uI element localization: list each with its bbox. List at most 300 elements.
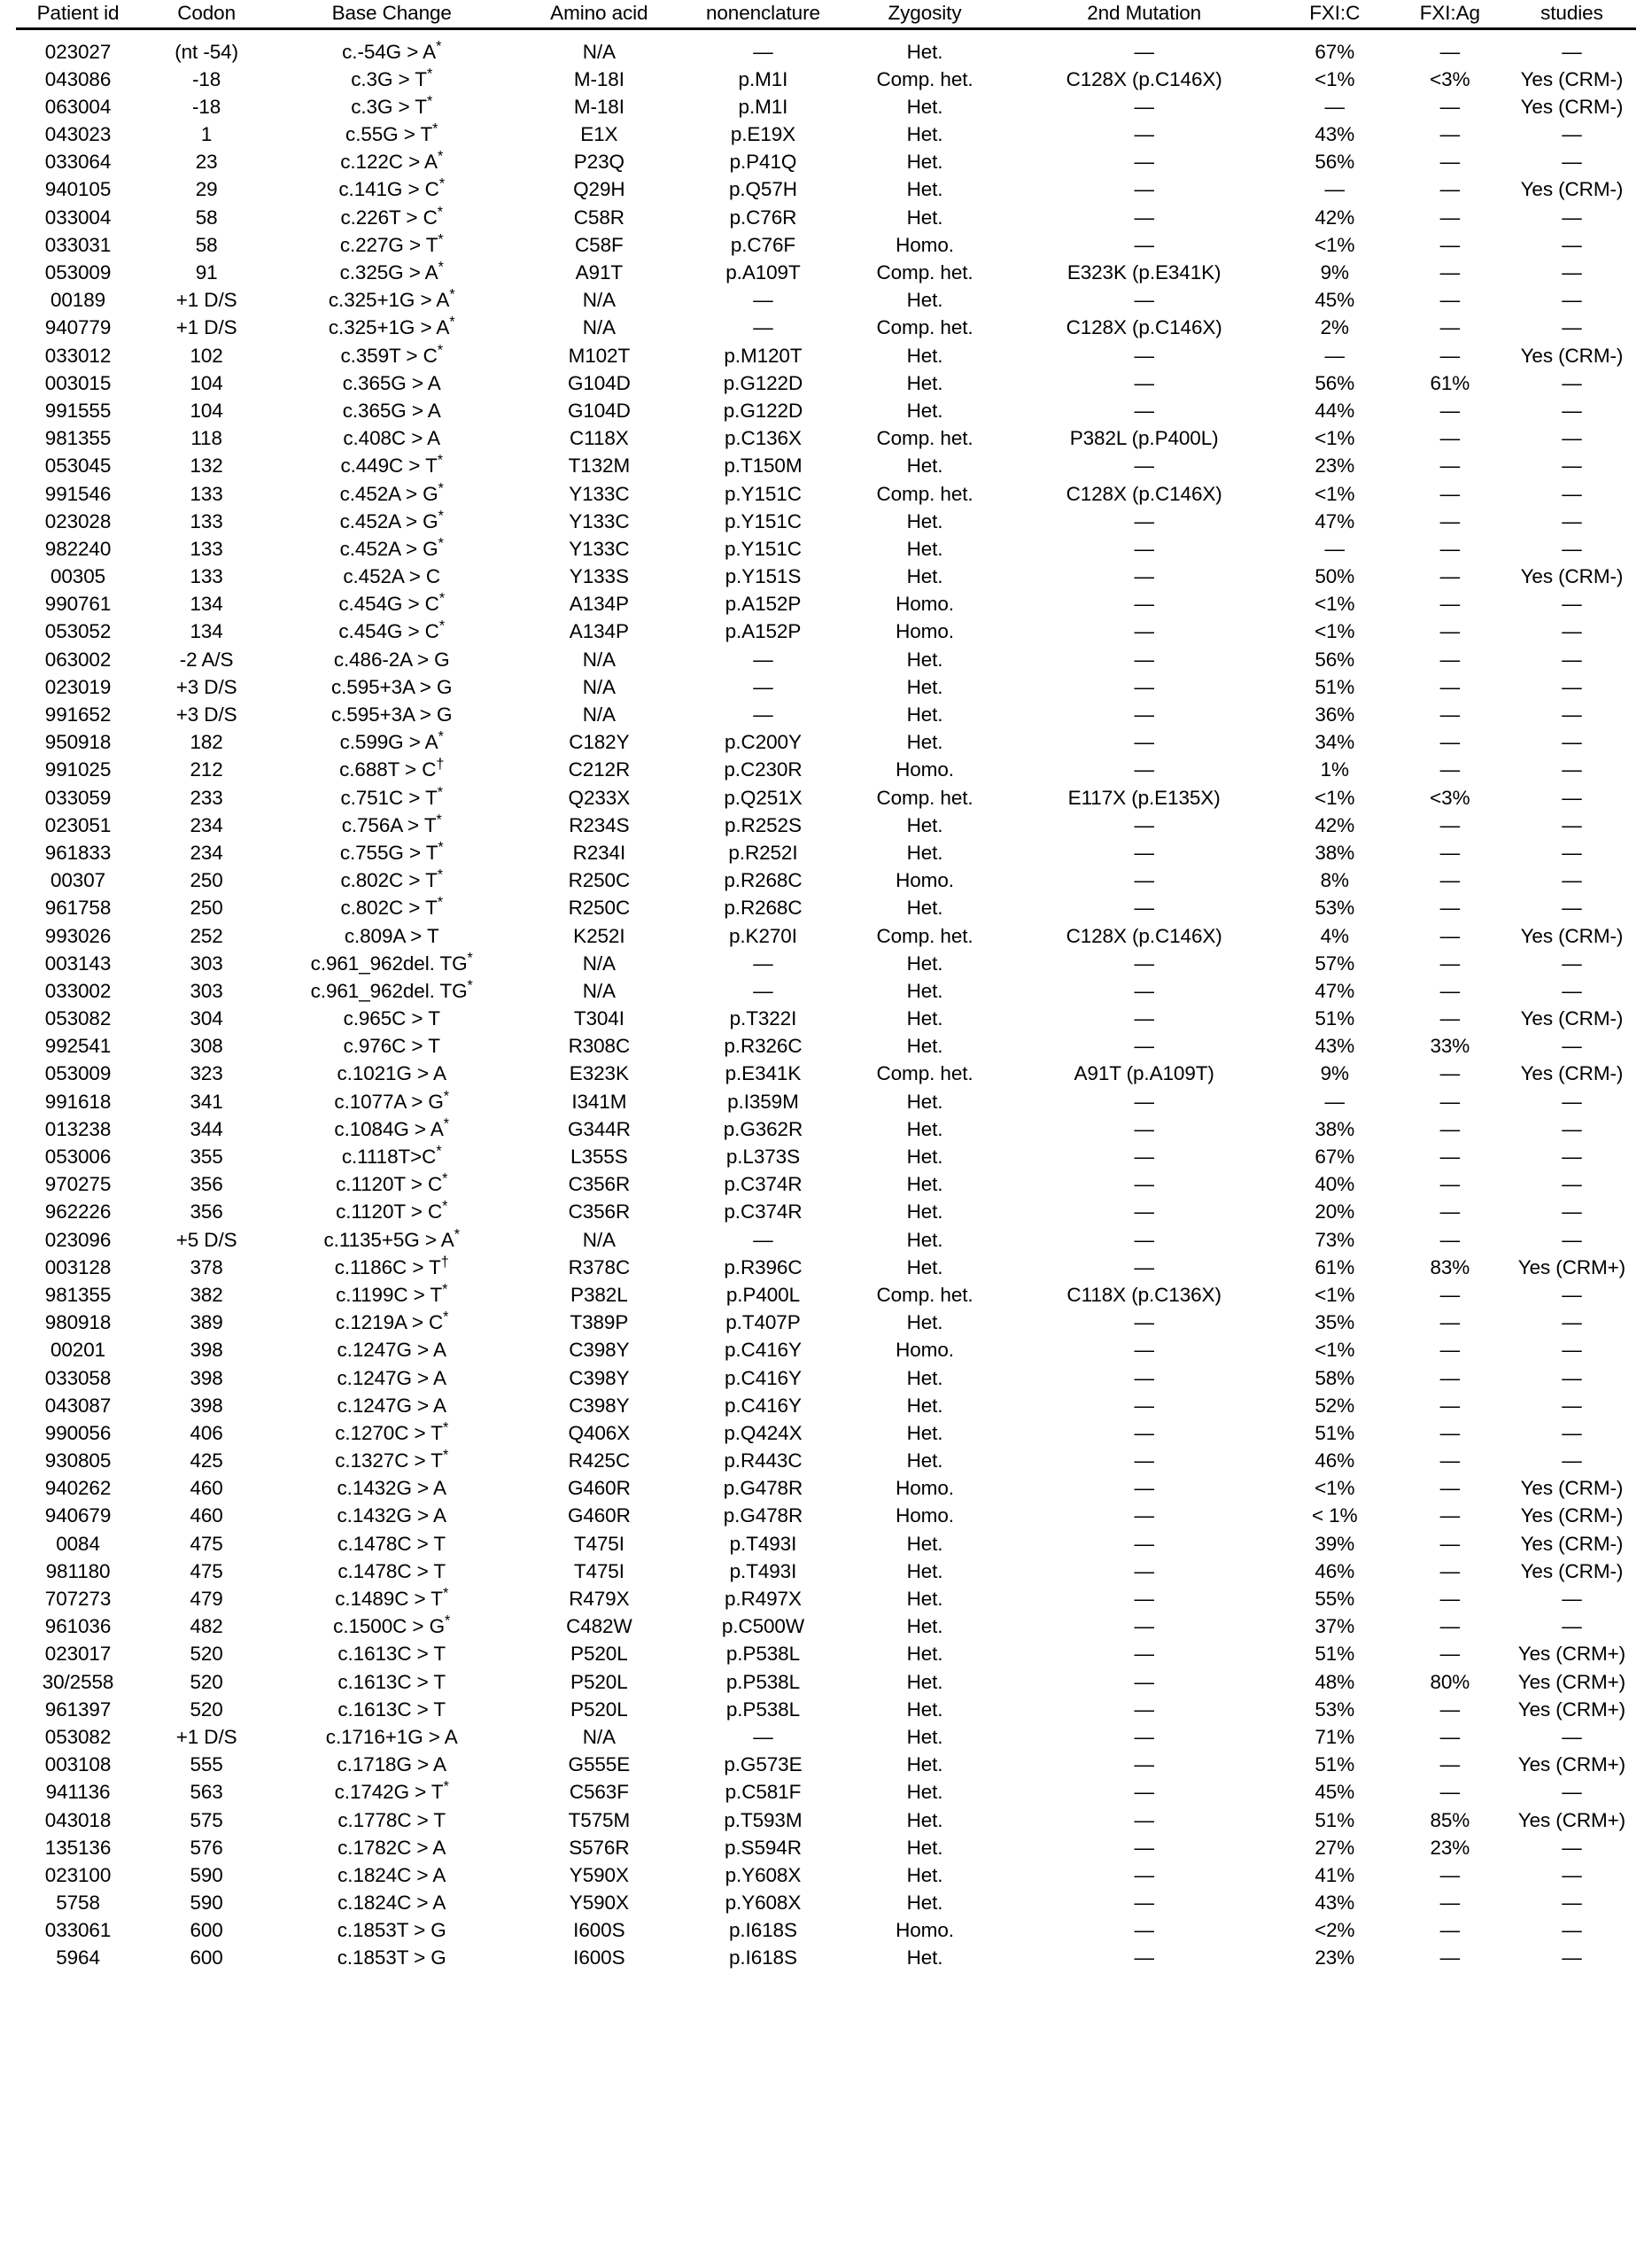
- cell-studies: —: [1562, 427, 1582, 450]
- cell-zygosity: Comp. het.: [876, 316, 973, 339]
- cell-studies: —: [1562, 703, 1582, 726]
- cell-codon: 344: [190, 1117, 223, 1140]
- cell-base_change: c.1613C > T: [337, 1643, 446, 1666]
- cell-studies: —: [1562, 897, 1582, 920]
- table-row: [16, 425, 1636, 453]
- cell-patient_id: 941136: [45, 1781, 111, 1804]
- cell-fxi_c: 56%: [1315, 648, 1355, 671]
- cell-codon: 555: [190, 1753, 223, 1776]
- footnote-marker: *: [438, 618, 446, 634]
- cell-base_change: c.1432G > A: [337, 1504, 446, 1527]
- cell-amino_acid: A134P: [569, 593, 629, 616]
- cell-fxi_ag: —: [1439, 261, 1461, 284]
- cell-second_mutation: C128X (p.C146X): [1066, 316, 1222, 339]
- table-row: [16, 1060, 1636, 1088]
- cell-zygosity: Het.: [906, 40, 943, 63]
- cell-second_mutation: —: [1134, 537, 1154, 560]
- cell-codon: 406: [190, 1421, 223, 1444]
- column-header-base-change: Base Change: [273, 0, 510, 29]
- cell-studies: —: [1562, 1035, 1582, 1058]
- cell-fxi_ag: —: [1439, 1946, 1461, 1969]
- cell-amino_acid: C398Y: [569, 1339, 630, 1362]
- cell-codon: 234: [190, 813, 223, 836]
- cell-zygosity: Het.: [906, 1670, 943, 1693]
- cell-fxi_ag: —: [1439, 427, 1461, 450]
- cell-fxi_ag: —: [1439, 1781, 1461, 1804]
- cell-fxi_c: 38%: [1315, 1117, 1355, 1140]
- cell-zygosity: Homo.: [896, 620, 954, 643]
- cell-fxi_c: 51%: [1315, 1643, 1355, 1666]
- cell-amino_acid: N/A: [582, 648, 616, 671]
- cell-studies: —: [1562, 289, 1582, 312]
- cell-zygosity: Het.: [906, 123, 943, 146]
- cell-fxi_c: <1%: [1315, 1283, 1355, 1306]
- cell-studies: —: [1562, 123, 1582, 146]
- cell-nomenclature: p.R252I: [728, 841, 798, 864]
- cell-codon: 58: [195, 206, 218, 229]
- cell-fxi_ag: —: [1439, 1725, 1461, 1748]
- cell-amino_acid: C58R: [573, 206, 624, 229]
- cell-fxi_ag: —: [1439, 1311, 1461, 1334]
- table-row: [16, 1945, 1636, 1972]
- cell-amino_acid: Q406X: [568, 1421, 631, 1444]
- cell-patient_id: 961397: [44, 1698, 112, 1721]
- footnote-marker: *: [442, 1198, 448, 1215]
- cell-patient_id: 930805: [44, 1449, 112, 1472]
- cell-nomenclature: p.E19X: [730, 123, 796, 146]
- cell-patient_id: 043023: [44, 123, 112, 146]
- cell-base_change: c.1853T > G: [337, 1919, 446, 1942]
- cell-fxi_ag: —: [1439, 1366, 1461, 1389]
- cell-zygosity: Het.: [906, 1559, 943, 1582]
- cell-zygosity: Het.: [906, 897, 943, 920]
- cell-zygosity: Het.: [906, 1643, 943, 1666]
- cell-fxi_c: 27%: [1315, 1836, 1355, 1859]
- cell-second_mutation: —: [1134, 1588, 1154, 1611]
- cell-zygosity: Het.: [906, 1532, 943, 1555]
- cell-fxi_c: 23%: [1315, 1946, 1355, 1969]
- table-row: [16, 840, 1636, 867]
- cell-zygosity: Het.: [906, 731, 943, 754]
- cell-fxi_ag: —: [1439, 1283, 1461, 1306]
- cell-nomenclature: p.K270I: [728, 924, 797, 947]
- cell-amino_acid: G555E: [568, 1753, 631, 1776]
- cell-fxi_ag: —: [1439, 40, 1461, 63]
- cell-zygosity: Het.: [906, 1255, 943, 1278]
- cell-patient_id: 023017: [44, 1643, 112, 1666]
- table-row: [16, 29, 1636, 66]
- cell-amino_acid: Y133C: [569, 509, 630, 532]
- cell-codon: 182: [190, 731, 223, 754]
- cell-fxi_c: 51%: [1315, 1753, 1355, 1776]
- cell-base_change: c.802C > T*: [340, 866, 443, 892]
- footnote-marker: †: [436, 756, 445, 773]
- cell-fxi_c: 45%: [1315, 1781, 1355, 1804]
- cell-nomenclature: p.C374R: [724, 1173, 803, 1196]
- cell-fxi_c: <1%: [1315, 1477, 1355, 1500]
- cell-amino_acid: C482W: [566, 1615, 632, 1638]
- cell-patient_id: 033031: [44, 233, 112, 256]
- cell-fxi_c: 43%: [1315, 123, 1355, 146]
- cell-nomenclature: p.T493I: [729, 1559, 797, 1582]
- footnote-marker: *: [437, 894, 443, 911]
- cell-fxi_ag: <3%: [1430, 67, 1470, 90]
- cell-fxi_c: 73%: [1315, 1228, 1355, 1251]
- cell-second_mutation: —: [1134, 897, 1154, 920]
- cell-patient_id: 003015: [44, 371, 112, 394]
- table-row: [16, 1503, 1636, 1530]
- cell-fxi_c: 43%: [1315, 1892, 1355, 1915]
- table-row: [16, 1116, 1636, 1144]
- cell-amino_acid: C182Y: [569, 731, 630, 754]
- footnote-marker: *: [438, 231, 444, 248]
- cell-studies: —: [1562, 1117, 1582, 1140]
- cell-base_change: c.3G > T*: [351, 93, 433, 118]
- cell-patient_id: 053009: [44, 261, 112, 284]
- cell-fxi_c: 55%: [1315, 1588, 1355, 1611]
- cell-zygosity: Het.: [906, 1449, 943, 1472]
- cell-fxi_c: 36%: [1315, 703, 1355, 726]
- cell-codon: 520: [190, 1698, 223, 1721]
- cell-fxi_ag: —: [1439, 206, 1461, 229]
- cell-studies: —: [1562, 1200, 1582, 1224]
- cell-fxi_c: 67%: [1315, 1146, 1355, 1169]
- cell-zygosity: Het.: [906, 648, 943, 671]
- cell-second_mutation: —: [1134, 1808, 1154, 1831]
- table-row: [16, 369, 1636, 397]
- cell-studies: —: [1562, 1892, 1582, 1915]
- cell-base_change: c.965C > T: [343, 1007, 440, 1030]
- cell-base_change: c.1778C > T: [337, 1808, 446, 1831]
- cell-base_change: c.1135+5G > A*: [323, 1226, 460, 1251]
- cell-fxi_ag: —: [1439, 565, 1461, 588]
- cell-amino_acid: P382L: [570, 1283, 628, 1306]
- footnote-marker: *: [442, 1170, 448, 1187]
- footnote-marker: *: [443, 1309, 449, 1325]
- cell-fxi_ag: —: [1439, 648, 1461, 671]
- cell-patient_id: 961036: [44, 1615, 112, 1638]
- footnote-marker: *: [442, 1281, 448, 1298]
- cell-amino_acid: Y590X: [569, 1863, 629, 1886]
- cell-zygosity: Het.: [906, 344, 943, 367]
- cell-patient_id: 053082: [44, 1007, 112, 1030]
- footnote-marker: †: [440, 1254, 449, 1270]
- cell-fxi_ag: —: [1439, 1090, 1461, 1113]
- footnote-marker: *: [443, 1115, 449, 1132]
- cell-codon: 460: [190, 1504, 223, 1527]
- cell-studies: —: [1562, 509, 1582, 532]
- cell-nomenclature: p.S594R: [724, 1836, 802, 1859]
- cell-second_mutation: —: [1134, 151, 1154, 174]
- cell-codon: 304: [190, 1007, 223, 1030]
- cell-fxi_c: 48%: [1315, 1670, 1355, 1693]
- cell-nomenclature: p.G122D: [723, 371, 803, 394]
- cell-amino_acid: C563F: [569, 1781, 629, 1804]
- cell-second_mutation: —: [1134, 40, 1154, 63]
- table-row: [16, 1696, 1636, 1723]
- cell-patient_id: 991618: [44, 1090, 112, 1113]
- cell-nomenclature: p.R326C: [724, 1035, 803, 1058]
- cell-patient_id: 023051: [44, 813, 112, 836]
- cell-second_mutation: —: [1134, 1781, 1154, 1804]
- table-row: [16, 149, 1636, 176]
- cell-base_change: c.1478C > T: [337, 1532, 446, 1555]
- cell-patient_id: 992541: [44, 1035, 112, 1058]
- cell-fxi_ag: —: [1439, 869, 1461, 892]
- cell-second_mutation: C128X (p.C146X): [1066, 924, 1222, 947]
- cell-fxi_ag: 33%: [1430, 1035, 1470, 1058]
- cell-amino_acid: N/A: [582, 1725, 616, 1748]
- cell-base_change: c.359T > C*: [340, 342, 443, 367]
- cell-nomenclature: p.R443C: [724, 1449, 803, 1472]
- cell-codon: 91: [195, 261, 218, 284]
- cell-base_change: c.1782C > A: [337, 1836, 446, 1859]
- cell-amino_acid: C212R: [568, 758, 631, 781]
- cell-codon: 234: [190, 841, 223, 864]
- cell-studies: —: [1562, 399, 1582, 422]
- cell-fxi_c: 53%: [1315, 897, 1355, 920]
- cell-zygosity: Homo.: [896, 1919, 954, 1942]
- cell-nomenclature: p.Y151S: [725, 565, 802, 588]
- cell-zygosity: Comp. het.: [876, 261, 973, 284]
- footnote-marker: *: [445, 1612, 451, 1629]
- cell-nomenclature: p.T150M: [724, 454, 803, 478]
- cell-codon: +5 D/S: [175, 1228, 237, 1251]
- cell-patient_id: 053009: [44, 1062, 112, 1085]
- cell-patient_id: 033058: [44, 1366, 112, 1389]
- cell-base_change: c.1853T > G: [337, 1946, 446, 1969]
- cell-zygosity: Homo.: [896, 758, 954, 781]
- cell-patient_id: 940105: [44, 178, 112, 201]
- table-row: [16, 729, 1636, 757]
- cell-fxi_c: 43%: [1315, 1035, 1355, 1058]
- footnote-marker: *: [436, 812, 442, 828]
- cell-amino_acid: T304I: [573, 1007, 624, 1030]
- cell-zygosity: Het.: [906, 703, 943, 726]
- table-row: [16, 1420, 1636, 1448]
- cell-zygosity: Het.: [906, 1366, 943, 1389]
- cell-base_change: c.452A > G*: [339, 480, 444, 505]
- cell-second_mutation: —: [1134, 1035, 1154, 1058]
- cell-zygosity: Het.: [906, 178, 943, 201]
- cell-nomenclature: —: [753, 675, 773, 698]
- cell-studies: —: [1562, 1311, 1582, 1334]
- cell-second_mutation: —: [1134, 509, 1154, 532]
- cell-second_mutation: —: [1134, 1339, 1154, 1362]
- cell-fxi_ag: —: [1439, 593, 1461, 616]
- cell-base_change: c.809A > T: [344, 924, 439, 947]
- table-row: [16, 950, 1636, 977]
- table-row: [16, 1309, 1636, 1337]
- table-row: [16, 1226, 1636, 1254]
- cell-amino_acid: C356R: [568, 1173, 631, 1196]
- cell-studies: —: [1562, 979, 1582, 1002]
- table-row: [16, 784, 1636, 812]
- footnote-marker: *: [442, 1447, 449, 1464]
- cell-fxi_c: <1%: [1315, 786, 1355, 809]
- cell-amino_acid: R234I: [572, 841, 626, 864]
- cell-fxi_ag: —: [1439, 537, 1461, 560]
- cell-nomenclature: p.I618S: [728, 1946, 797, 1969]
- cell-second_mutation: —: [1134, 454, 1154, 478]
- footnote-marker: *: [467, 977, 473, 994]
- cell-zygosity: Het.: [906, 979, 943, 1002]
- cell-second_mutation: C118X (p.C136X): [1066, 1283, 1222, 1306]
- cell-fxi_ag: —: [1439, 1173, 1461, 1196]
- cell-patient_id: 033059: [44, 786, 112, 809]
- cell-second_mutation: E117X (p.E135X): [1067, 786, 1221, 809]
- cell-codon: +1 D/S: [175, 316, 237, 339]
- cell-fxi_ag: —: [1439, 1559, 1461, 1582]
- cell-fxi_ag: —: [1439, 123, 1461, 146]
- table-body: [16, 29, 1636, 1973]
- cell-codon: 475: [190, 1532, 223, 1555]
- cell-fxi_c: 57%: [1315, 952, 1355, 975]
- cell-fxi_ag: —: [1439, 1421, 1461, 1444]
- table-row: [16, 1475, 1636, 1503]
- cell-studies: Yes (CRM+): [1517, 1808, 1626, 1831]
- cell-patient_id: 707273: [44, 1588, 112, 1611]
- cell-codon: 118: [190, 427, 222, 450]
- cell-base_change: c.961_962del. TG*: [310, 950, 473, 975]
- table-row: [16, 1337, 1636, 1364]
- cell-nomenclature: p.C200Y: [724, 731, 802, 754]
- cell-studies: —: [1562, 869, 1582, 892]
- cell-nomenclature: p.G573E: [724, 1753, 803, 1776]
- cell-amino_acid: A134P: [569, 620, 629, 643]
- cell-second_mutation: —: [1134, 371, 1154, 394]
- cell-patient_id: 991546: [44, 482, 112, 505]
- footnote-marker: *: [438, 590, 446, 607]
- footnote-marker: *: [437, 784, 443, 801]
- cell-fxi_ag: <3%: [1430, 786, 1470, 809]
- cell-codon: 252: [190, 924, 223, 947]
- cell-studies: Yes (CRM-): [1520, 1007, 1624, 1030]
- cell-nomenclature: p.Y608X: [725, 1863, 802, 1886]
- cell-studies: —: [1562, 648, 1582, 671]
- cell-studies: Yes (CRM+): [1517, 1753, 1626, 1776]
- cell-base_change: c.3G > T*: [351, 66, 433, 90]
- column-header-codon: Codon: [140, 0, 273, 29]
- cell-base_change: c.595+3A > G: [331, 703, 453, 726]
- cell-second_mutation: —: [1134, 1477, 1154, 1500]
- cell-zygosity: Het.: [906, 1311, 943, 1334]
- cell-patient_id: 00201: [50, 1339, 106, 1362]
- cell-base_change: c.325+1G > A*: [328, 314, 455, 339]
- cell-fxi_c: 51%: [1315, 675, 1355, 698]
- table-row: [16, 1006, 1636, 1033]
- cell-second_mutation: —: [1134, 289, 1154, 312]
- cell-codon: 341: [190, 1090, 223, 1113]
- cell-nomenclature: p.C416Y: [724, 1366, 802, 1389]
- cell-nomenclature: p.P400L: [725, 1283, 800, 1306]
- cell-base_change: c.55G > T*: [345, 120, 438, 146]
- table-row: [16, 508, 1636, 535]
- cell-amino_acid: N/A: [582, 289, 616, 312]
- cell-patient_id: 135136: [44, 1836, 112, 1859]
- cell-studies: —: [1562, 1173, 1582, 1196]
- cell-codon: 590: [190, 1863, 223, 1886]
- cell-fxi_ag: —: [1439, 1228, 1461, 1251]
- cell-base_change: c.961_962del. TG*: [310, 977, 473, 1002]
- cell-nomenclature: p.M120T: [724, 344, 803, 367]
- cell-second_mutation: —: [1134, 675, 1154, 698]
- cell-codon: 563: [190, 1781, 223, 1804]
- footnote-marker: *: [438, 508, 444, 524]
- table-row: [16, 702, 1636, 729]
- cell-studies: —: [1562, 1421, 1582, 1444]
- cell-fxi_ag: —: [1439, 952, 1461, 975]
- cell-zygosity: Het.: [906, 841, 943, 864]
- cell-amino_acid: T475I: [573, 1532, 624, 1555]
- cell-nomenclature: p.G122D: [723, 399, 803, 422]
- cell-base_change: c.454G > C*: [338, 618, 446, 643]
- cell-patient_id: 5964: [56, 1946, 100, 1969]
- column-header-patient-id: Patient id: [16, 0, 140, 29]
- cell-patient_id: 00307: [50, 869, 106, 892]
- cell-zygosity: Het.: [906, 1035, 943, 1058]
- cell-patient_id: 961833: [44, 841, 112, 864]
- cell-studies: —: [1562, 675, 1582, 698]
- cell-codon: +1 D/S: [175, 1725, 237, 1748]
- cell-studies: —: [1562, 482, 1582, 505]
- table-row: [16, 1862, 1636, 1890]
- cell-nomenclature: —: [753, 316, 773, 339]
- table-row: [16, 674, 1636, 702]
- cell-fxi_ag: —: [1439, 1919, 1461, 1942]
- cell-patient_id: 043086: [44, 67, 112, 90]
- cell-patient_id: 940779: [44, 316, 112, 339]
- cell-studies: —: [1562, 952, 1582, 975]
- footnote-marker: *: [443, 1778, 449, 1795]
- cell-fxi_c: 8%: [1320, 869, 1349, 892]
- cell-studies: —: [1562, 758, 1582, 781]
- table-row: [16, 1558, 1636, 1586]
- cell-codon: +3 D/S: [175, 703, 237, 726]
- cell-second_mutation: —: [1134, 1559, 1154, 1582]
- cell-nomenclature: —: [753, 648, 773, 671]
- cell-nomenclature: p.A152P: [725, 620, 802, 643]
- cell-patient_id: 0084: [56, 1532, 100, 1555]
- cell-base_change: c.1500C > G*: [333, 1612, 451, 1638]
- cell-codon: 460: [190, 1477, 223, 1500]
- cell-codon: 23: [195, 151, 218, 174]
- cell-zygosity: Het.: [906, 1117, 943, 1140]
- table-row: [16, 204, 1636, 231]
- cell-codon: 382: [190, 1283, 223, 1306]
- table-row: [16, 1364, 1636, 1392]
- cell-studies: —: [1562, 1946, 1582, 1969]
- cell-amino_acid: G104D: [567, 371, 631, 394]
- cell-zygosity: Het.: [906, 1781, 943, 1804]
- table-row: [16, 342, 1636, 369]
- cell-patient_id: 003143: [44, 952, 112, 975]
- table-row: [16, 812, 1636, 839]
- cell-fxi_ag: —: [1439, 399, 1461, 422]
- cell-studies: —: [1562, 1836, 1582, 1859]
- cell-amino_acid: C356R: [568, 1200, 631, 1224]
- cell-codon: -18: [191, 67, 221, 90]
- cell-nomenclature: p.L373S: [725, 1146, 800, 1169]
- cell-second_mutation: —: [1134, 95, 1154, 118]
- cell-fxi_c: 23%: [1315, 454, 1355, 478]
- cell-nomenclature: p.P538L: [725, 1643, 800, 1666]
- cell-patient_id: 023100: [44, 1863, 112, 1886]
- cell-second_mutation: —: [1134, 1919, 1154, 1942]
- cell-second_mutation: —: [1134, 813, 1154, 836]
- cell-patient_id: 962226: [44, 1200, 112, 1224]
- cell-studies: —: [1562, 1090, 1582, 1113]
